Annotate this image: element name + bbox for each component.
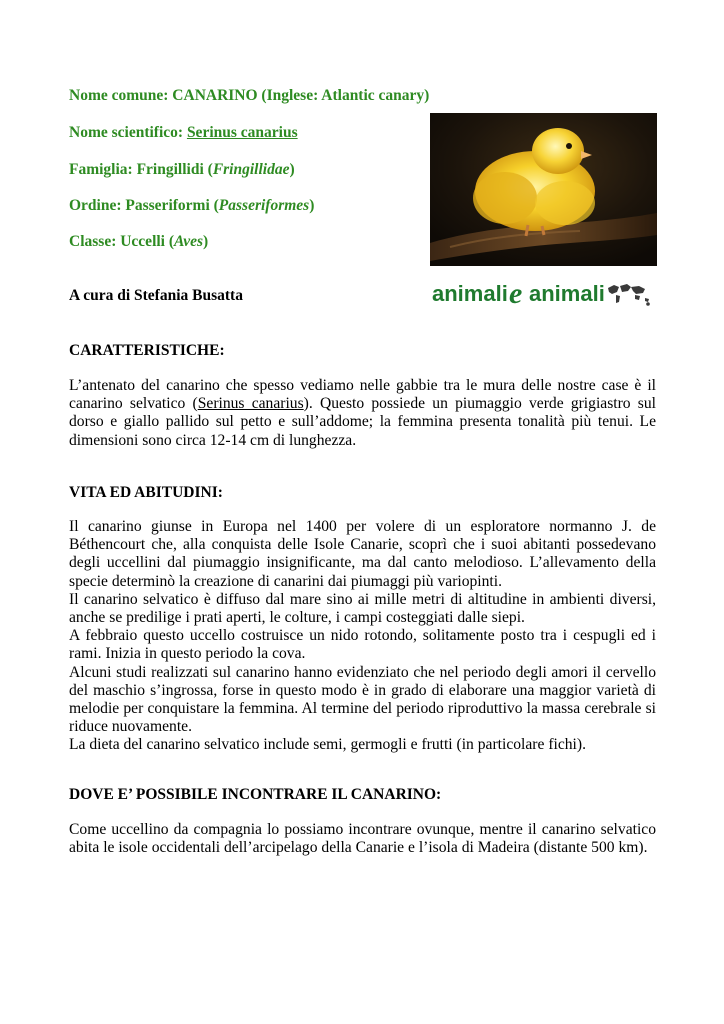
scientific-name-link[interactable]: Serinus canarius [186, 124, 298, 141]
section-title-where: DOVE E’ POSSIBILE INCONTRARE IL CANARINO: [69, 786, 442, 803]
scientific-name-line [69, 124, 298, 142]
characteristics-text-after: ). Questo possiede un piumaggio verde grigiastro sul dorso e giallo pallido sul petto e sull’addome; la femmina presenta tonalità più tenui. Le dimensioni sono circa 12-14 cm di lunghezza. [69, 395, 656, 449]
family-close-paren: ) [289, 161, 295, 178]
canary-illustration [430, 113, 657, 266]
common-name-line [69, 87, 429, 105]
order-close-paren: ) [309, 197, 315, 214]
common-name-text: Nome comune: CANARINO (Inglese: Atlantic canary) [69, 87, 430, 104]
life-paragraph-2: Il canarino selvatico è diffuso dal mare sino ai mille metri di altitudine in ambienti diversi, anche se predilige i prati aperti, le colture, i campi costeggiati dalle siepi. [69, 590, 656, 627]
life-paragraphs [69, 518, 656, 755]
canary-photo [430, 113, 657, 266]
animalieanimali-logo [430, 274, 657, 310]
class-line [69, 233, 208, 251]
svg-text:animali: animali [432, 281, 508, 306]
class-label: Classe: Uccelli ( [69, 233, 175, 250]
life-paragraph-1: Il canarino giunse in Europa nel 1400 per volere di un esploratore normanno J. de Béthencourt che, alla conquista delle Isole Canarie, scoprì che i suoi abitanti possedevano degli uccellini dal piumaggio insignificante, ma dal canto melodioso. L’allevamento della specie determinò la creazione di canarini dai piumaggi più variopinti. [69, 518, 656, 590]
characteristics-text-before: L’antenato del canarino che spesso vediamo nelle gabbie tra le mura delle nostre case è il canarino selvatico ( [69, 377, 656, 413]
life-paragraph-5: La dieta del canarino selvatico include semi, germogli e frutti (in particolare fichi). [69, 736, 586, 754]
author-byline: A cura di Stefania Busatta [69, 287, 243, 304]
where-paragraph [69, 821, 656, 857]
life-paragraph-4: Alcuni studi realizzati sul canarino hanno evidenziato che nel periodo degli amori il cervello del maschio s’ingrossa, forse in questo modo è in grado di elaborare una maggior varietà di melodie per conquistare la femmina. Al termine del periodo riproduttivo la massa cerebrale si riduce nuovamente. [69, 663, 656, 736]
order-label: Ordine: Passeriformi ( [69, 197, 219, 214]
where-text: Come uccellino da compagnia lo possiamo incontrare ovunque, mentre il canarino selvatico abita le isole occidentali dell’arcipelago della Canarie e l’isola di Madeira (distante 500 km). [69, 821, 656, 857]
section-title-characteristics: CARATTERISTICHE: [69, 342, 225, 359]
family-label: Famiglia: Fringillidi ( [69, 161, 213, 178]
characteristics-species-link[interactable]: Serinus canarius [197, 395, 304, 413]
logo-graphic [430, 274, 657, 310]
scientific-name-label: Nome scientifico: [69, 124, 187, 141]
family-line [69, 161, 295, 179]
section-title-life: VITA ED ABITUDINI: [69, 484, 223, 501]
characteristics-paragraph [69, 377, 656, 450]
svg-text:animali: animali [529, 281, 605, 306]
family-latin: Fringillidae [212, 161, 290, 178]
life-paragraph-3: A febbraio questo uccello costruisce un nido rotondo, solitamente posto tra i cespugli ed i rami. Inizia in questo periodo la cova. [69, 627, 656, 663]
class-latin: Aves [174, 233, 204, 250]
order-latin: Passeriformes [218, 197, 310, 214]
class-close-paren: ) [203, 233, 209, 250]
svg-text:e: e [509, 277, 523, 310]
order-line [69, 197, 314, 215]
